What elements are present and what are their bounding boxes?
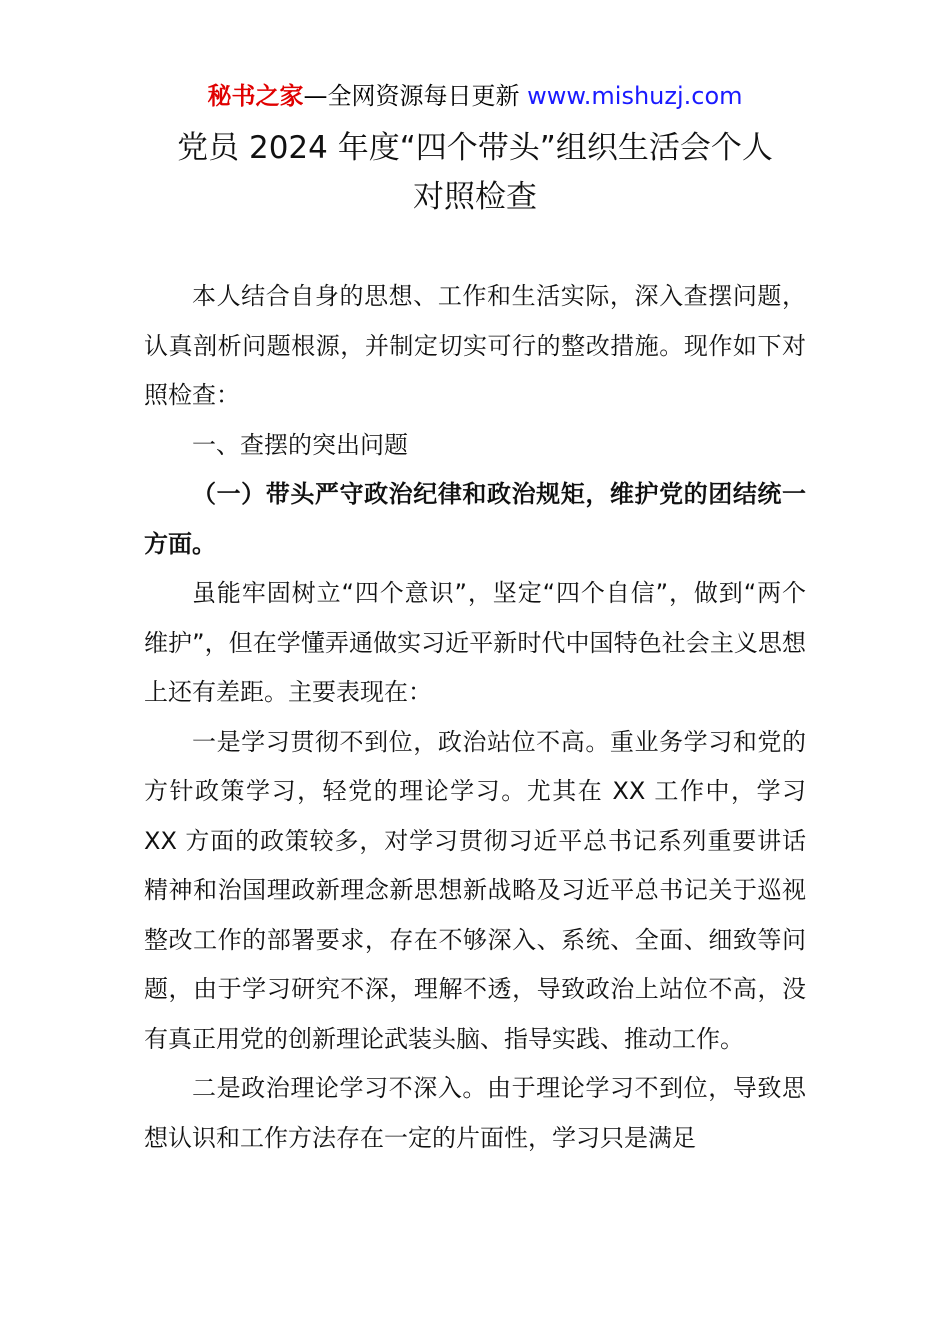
brand-name: 秘书之家 (207, 82, 304, 110)
intro-paragraph: 本人结合自身的思想、工作和生活实际，深入查摆问题，认真剖析问题根源，并制定切实可行的整改措施。现作如下对照检查： (144, 282, 806, 409)
body-paragraph: 二是政治理论学习不深入。由于理论学习不到位，导致思想认识和工作方法存在一定的片面性，学习只是满足 (144, 1074, 806, 1152)
site-url-link[interactable]: www.mishuzj.com (527, 82, 743, 110)
body-paragraph: 一是学习贯彻不到位，政治站位不高。重业务学习和党的方针政策学习，轻党的理论学习。尤其在 XX 工作中，学习 XX 方面的政策较多，对学习贯彻习近平总书记系列重要讲话精神和治国理政新理念新思想新战略及习近平总书记关于巡视整改工作的部署要求，存在不够深入、系统、全面、细致等问题，由于学习研究不深，理解不透，导致政治上站位不高，没有真正用党的创新理论武装头脑、指导实践、推动工作。 (144, 727, 806, 1053)
subsection-heading-1: （一）带头严守政治纪律和政治规矩，维护党的团结统一方面。 (144, 480, 806, 558)
body-paragraph: 虽能牢固树立“四个意识”，坚定“四个自信”，做到“两个维护”，但在学懂弄通做实习近平新时代中国特色社会主义思想上还有差距。主要表现在： (144, 579, 806, 706)
document-title-line-1: 党员 2024 年度“四个带头”组织生活会个人 (177, 130, 773, 166)
site-header-banner (0, 80, 950, 112)
document-title (0, 124, 950, 222)
document-title-line-2: 对照检查 (413, 179, 537, 215)
header-tagline: —全网资源每日更新 (303, 82, 528, 110)
section-heading-1: 一、查摆的突出问题 (192, 430, 408, 459)
document-body (144, 272, 806, 1163)
